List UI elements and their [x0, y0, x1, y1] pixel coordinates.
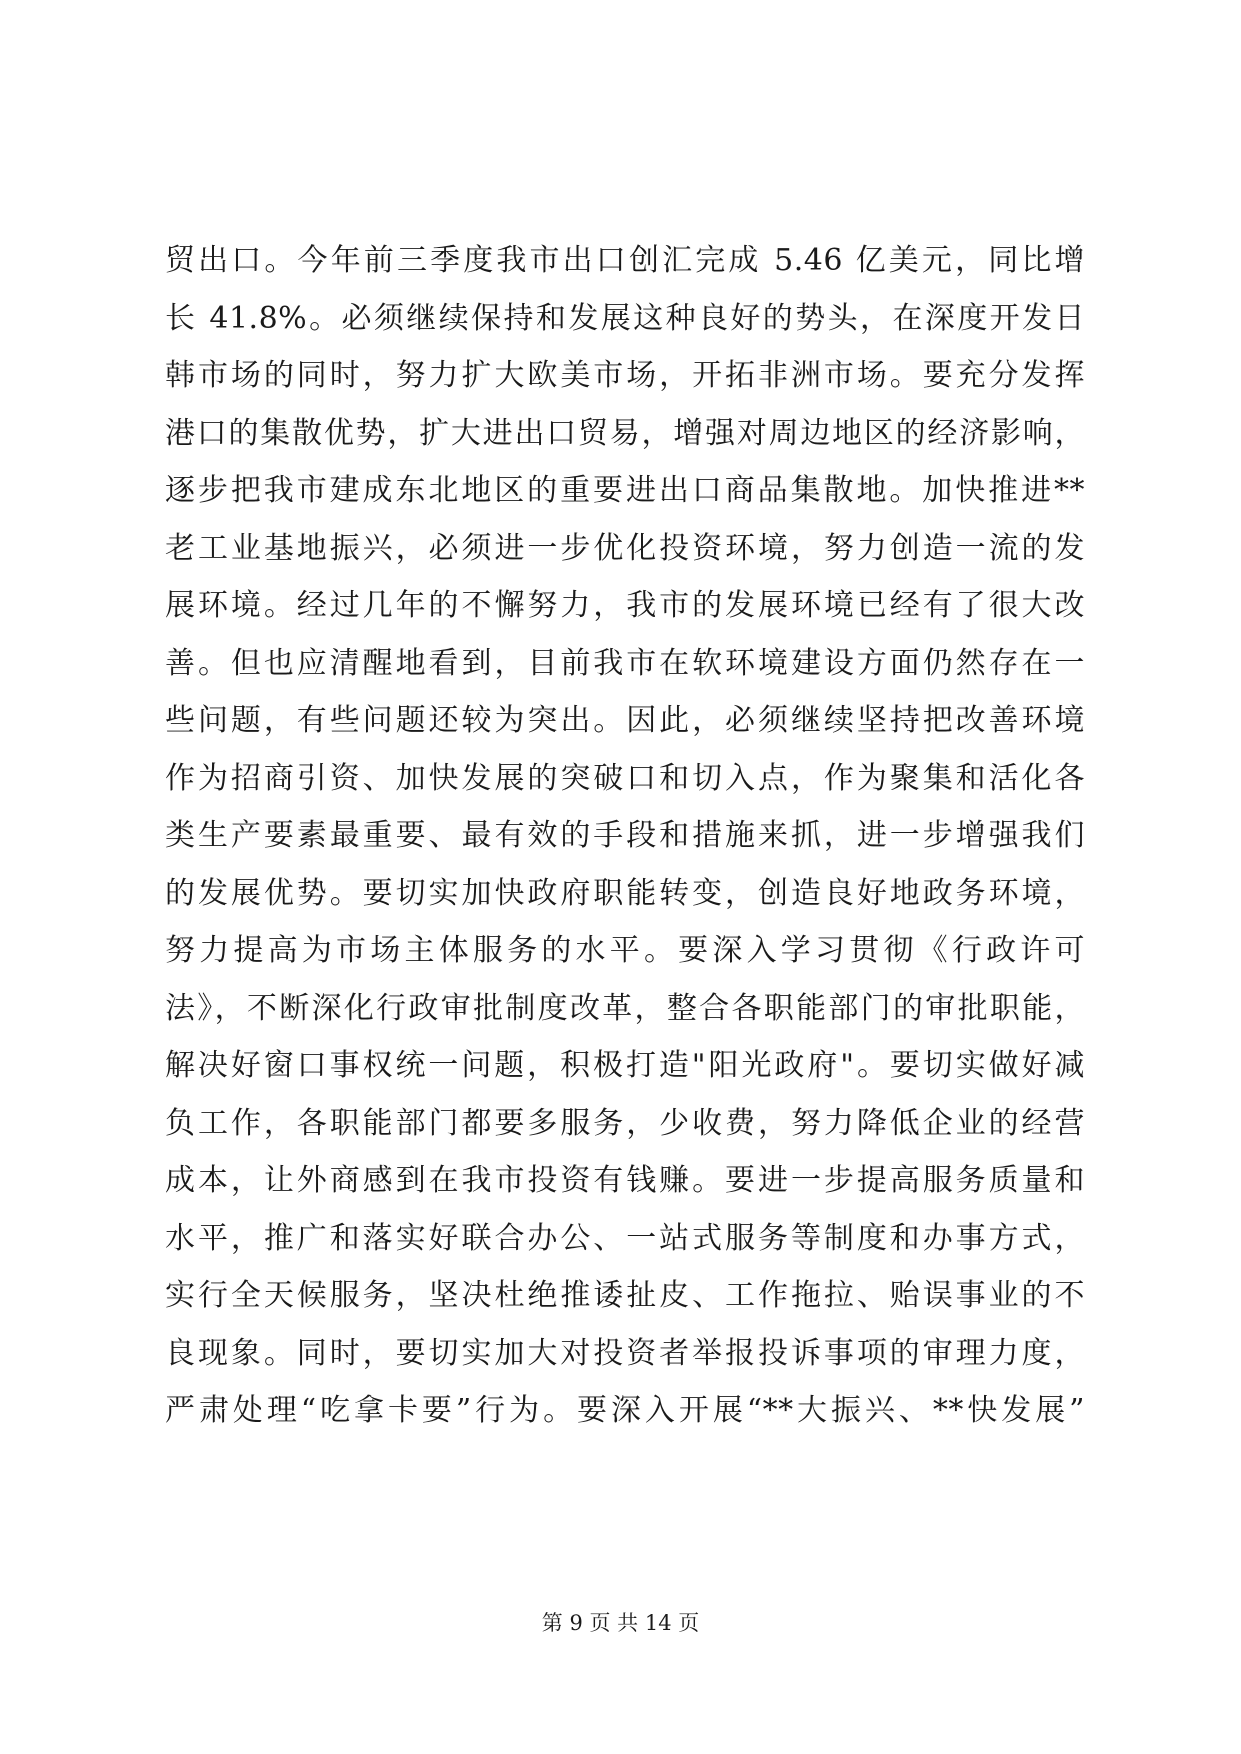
text-line: 展环境。经过几年的不懈努力，我市的发展环境已经有了很大改 — [165, 588, 1085, 623]
text-line: 长 41.8%。必须继续保持和发展这种良好的势头，在深度开发日 — [165, 300, 1085, 336]
text-line: 韩市场的同时，努力扩大欧美市场，开拓非洲市场。要充分发挥 — [165, 358, 1085, 393]
page-footer: 第 9 页 共 14 页 — [541, 1611, 700, 1635]
text-line: 成本，让外商感到在我市投资有钱赚。要进一步提高服务质量和 — [165, 1163, 1085, 1198]
text-line: 类生产要素最重要、最有效的手段和措施来抓，进一步增强我们 — [165, 818, 1085, 853]
text-line: 良现象。同时，要切实加大对投资者举报投诉事项的审理力度， — [165, 1335, 1085, 1371]
text-line: 严肃处理“吃拿卡要”行为。要深入开展“**大振兴、**快发展” — [165, 1393, 1085, 1428]
text-line: 贸出口。今年前三季度我市出口创汇完成 5.46 亿美元，同比增 — [165, 243, 1085, 278]
text-line: 老工业基地振兴，必须进一步优化投资环境，努力创造一流的发 — [165, 530, 1085, 566]
body-text — [165, 232, 1085, 1440]
text-line: 水平，推广和落实好联合办公、一站式服务等制度和办事方式， — [165, 1220, 1085, 1256]
text-line: 负工作，各职能部门都要多服务，少收费，努力降低企业的经营 — [165, 1105, 1085, 1141]
text-line: 逐步把我市建成东北地区的重要进出口商品集散地。加快推进** — [165, 473, 1085, 508]
text-line: 努力提高为市场主体服务的水平。要深入学习贯彻《行政许可 — [165, 933, 1085, 968]
text-line: 作为招商引资、加快发展的突破口和切入点，作为聚集和活化各 — [165, 760, 1085, 796]
text-line: 港口的集散优势，扩大进出口贸易，增强对周边地区的经济影响， — [165, 415, 1085, 451]
text-line: 实行全天候服务，坚决杜绝推诿扯皮、工作拖拉、贻误事业的不 — [165, 1278, 1085, 1313]
text-line: 法》，不断深化行政审批制度改革，整合各职能部门的审批职能， — [165, 990, 1085, 1026]
text-line: 的发展优势。要切实加快政府职能转变，创造良好地政务环境， — [165, 875, 1085, 911]
text-line: 些问题，有些问题还较为突出。因此，必须继续坚持把改善环境 — [165, 703, 1085, 738]
text-line: 善。但也应清醒地看到，目前我市在软环境建设方面仍然存在一 — [165, 645, 1085, 681]
text-line: 解决好窗口事权统一问题，积极打造"阳光政府"。要切实做好减 — [165, 1048, 1085, 1083]
